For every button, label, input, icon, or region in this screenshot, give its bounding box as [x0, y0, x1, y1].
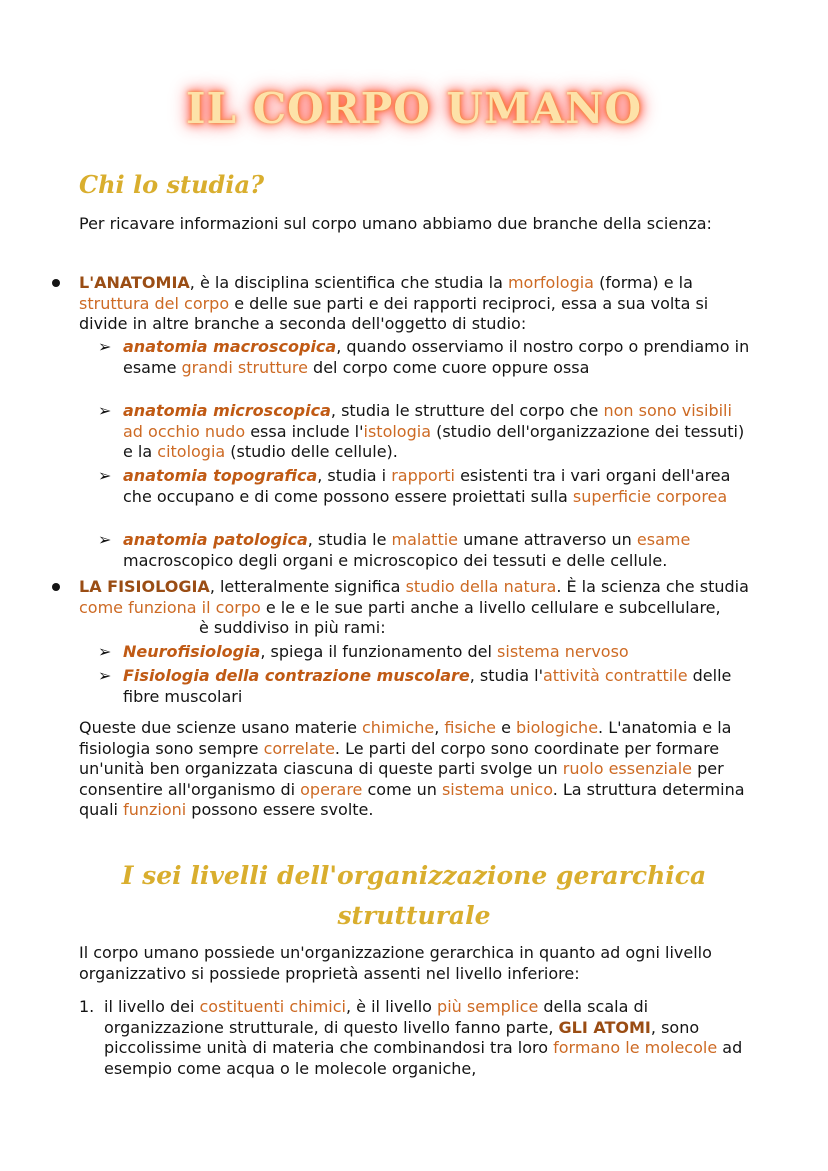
text-span: è suddiviso in più rami: — [199, 618, 386, 637]
arrow-bullet-icon: ➢ — [98, 642, 112, 661]
branch-term: anatomia macroscopica — [123, 337, 337, 356]
text-span: . L'anatomia e la fisiologia sono sempre — [79, 718, 732, 758]
highlight: costituenti chimici — [199, 997, 346, 1016]
text-span: del corpo come cuore oppure ossa — [307, 357, 590, 377]
branch-macroscopica — [123, 337, 753, 378]
text-span: essa include l' — [245, 421, 364, 441]
intro-paragraph: Per ricavare informazioni sul corpo umano abbiamo due branche della scienza: — [79, 214, 712, 233]
anatomia-paragraph — [79, 273, 759, 335]
text-span: esistenti tra i vari organi dell'area che occupano e di come possono essere proiettati sulla — [123, 466, 731, 506]
highlight: operare — [300, 779, 363, 799]
branch-term: anatomia topografica — [123, 466, 318, 485]
text-span: (studio delle cellule). — [225, 442, 398, 461]
arrow-bullet-icon: ➢ — [98, 337, 112, 356]
page-title: IL CORPO UMANO — [185, 84, 643, 133]
highlight: studio della natura — [405, 577, 557, 596]
highlight: istologia — [363, 421, 431, 441]
heading-line: I sei livelli dell'organizzazione gerarchica — [121, 861, 707, 890]
highlight: sistema unico — [441, 779, 553, 799]
highlight: come funziona il corpo — [79, 597, 261, 617]
text-span: umane attraverso un — [458, 530, 637, 549]
text-span: , spiega il funzionamento del — [260, 642, 498, 661]
bullet-icon — [52, 279, 60, 287]
text-span: , letteralmente significa — [209, 577, 406, 596]
branch-term: Fisiologia della contrazione muscolare — [123, 666, 470, 685]
text-span: e le e le sue parti anche a livello cellulare e subcellulare, — [260, 597, 721, 617]
section-heading-livelli — [0, 856, 828, 936]
text-span: Queste due scienze usano materie — [79, 718, 362, 737]
text-span: e — [496, 718, 517, 737]
section-heading-chi-lo-studia: Chi lo studia? — [79, 170, 265, 199]
fisiologia-paragraph — [79, 577, 759, 639]
branch-topografica — [123, 466, 753, 507]
anatomia-term: L'ANATOMIA — [79, 273, 190, 292]
text-span: (forma) e la — [593, 273, 693, 292]
highlight: struttura del corpo — [79, 293, 230, 313]
atomi-term: GLI ATOMI — [558, 1017, 651, 1037]
highlight: biologiche — [516, 718, 599, 737]
arrow-bullet-icon: ➢ — [98, 666, 112, 685]
text-span: per consentire all'organismo di — [79, 759, 724, 799]
section2-intro: Il corpo umano possiede un'organizzazione gerarchica in quanto ad ogni livello organizzativo si possiede proprietà assenti nel livello inferiore: — [79, 943, 712, 983]
text-span: , è la disciplina scientifica che studia la — [189, 273, 508, 292]
text-span: come un — [362, 779, 442, 799]
branch-contrazione-muscolare — [123, 666, 753, 707]
text-span: macroscopico degli organi e microscopico dei tessuti e delle cellule. — [123, 550, 668, 570]
text-span: (studio dell'organizzazione dei tessuti) e la — [123, 421, 745, 461]
text-span: e delle sue parti e dei rapporti reciproci, essa a sua volta si divide in altre branche a seconda dell'oggetto di studio: — [79, 293, 709, 333]
highlight: ruolo essenziale — [562, 759, 693, 778]
highlight: grandi strutture — [181, 357, 308, 377]
highlight: formano le molecole — [553, 1038, 718, 1057]
highlight: attività contrattile — [543, 666, 688, 685]
highlight: morfologia — [507, 273, 594, 292]
text-span: , studia le — [307, 530, 392, 549]
text-span: , quando osserviamo il nostro corpo o prendiamo in esame — [123, 337, 750, 377]
highlight: malattie — [391, 530, 459, 549]
text-span: . La struttura determina quali — [79, 779, 745, 819]
text-span: . Le parti del corpo sono coordinate per formare un'unità ben organizzata ciascuna di queste parti svolge un — [79, 738, 720, 778]
highlight: esame — [636, 530, 691, 549]
highlight: sistema nervoso — [497, 642, 629, 661]
fisiologia-term: LA FISIOLOGIA — [79, 577, 210, 596]
list-number: 1. — [79, 997, 95, 1016]
text-span: della scala di organizzazione strutturale, di questo livello fanno parte, — [104, 997, 649, 1037]
highlight: fisiche — [444, 718, 497, 737]
branch-microscopica — [123, 401, 753, 463]
highlight: rapporti — [391, 466, 455, 485]
text-span: , studia le strutture del corpo che — [330, 401, 604, 420]
branch-patologica — [123, 530, 753, 571]
text-span: delle fibre muscolari — [123, 666, 732, 706]
highlight: più semplice — [437, 997, 539, 1016]
text-span: , — [434, 718, 445, 737]
arrow-bullet-icon: ➢ — [98, 466, 112, 485]
highlight: funzioni — [123, 800, 187, 819]
closing-paragraph — [79, 718, 759, 821]
branch-term: anatomia microscopica — [123, 401, 331, 420]
branch-term: Neurofisiologia — [123, 642, 261, 661]
text-span: , studia i — [317, 466, 392, 485]
text-span: ad esempio come acqua o le molecole organiche, — [104, 1038, 743, 1078]
level-item — [104, 997, 744, 1079]
text-span: possono essere svolte. — [186, 800, 374, 819]
arrow-bullet-icon: ➢ — [98, 530, 112, 549]
text-span: , studia l' — [469, 666, 543, 685]
highlight: superficie corporea — [572, 486, 728, 506]
text-span: , sono piccolissime unità di materia che combinandosi tra loro — [104, 1017, 700, 1057]
branch-term: anatomia patologica — [123, 530, 308, 549]
branch-neurofisiologia — [123, 642, 753, 663]
arrow-bullet-icon: ➢ — [98, 401, 112, 420]
text-span: il livello dei — [104, 997, 200, 1016]
highlight: chimiche — [362, 718, 435, 737]
text-span: . È la scienza che studia — [556, 577, 749, 596]
highlight: correlate — [263, 738, 335, 758]
text-span: , è il livello — [345, 997, 438, 1016]
heading-line: strutturale — [337, 901, 491, 930]
highlight: citologia — [157, 442, 226, 461]
highlight: non sono visibili ad occhio nudo — [123, 401, 732, 441]
bullet-icon — [52, 583, 60, 591]
